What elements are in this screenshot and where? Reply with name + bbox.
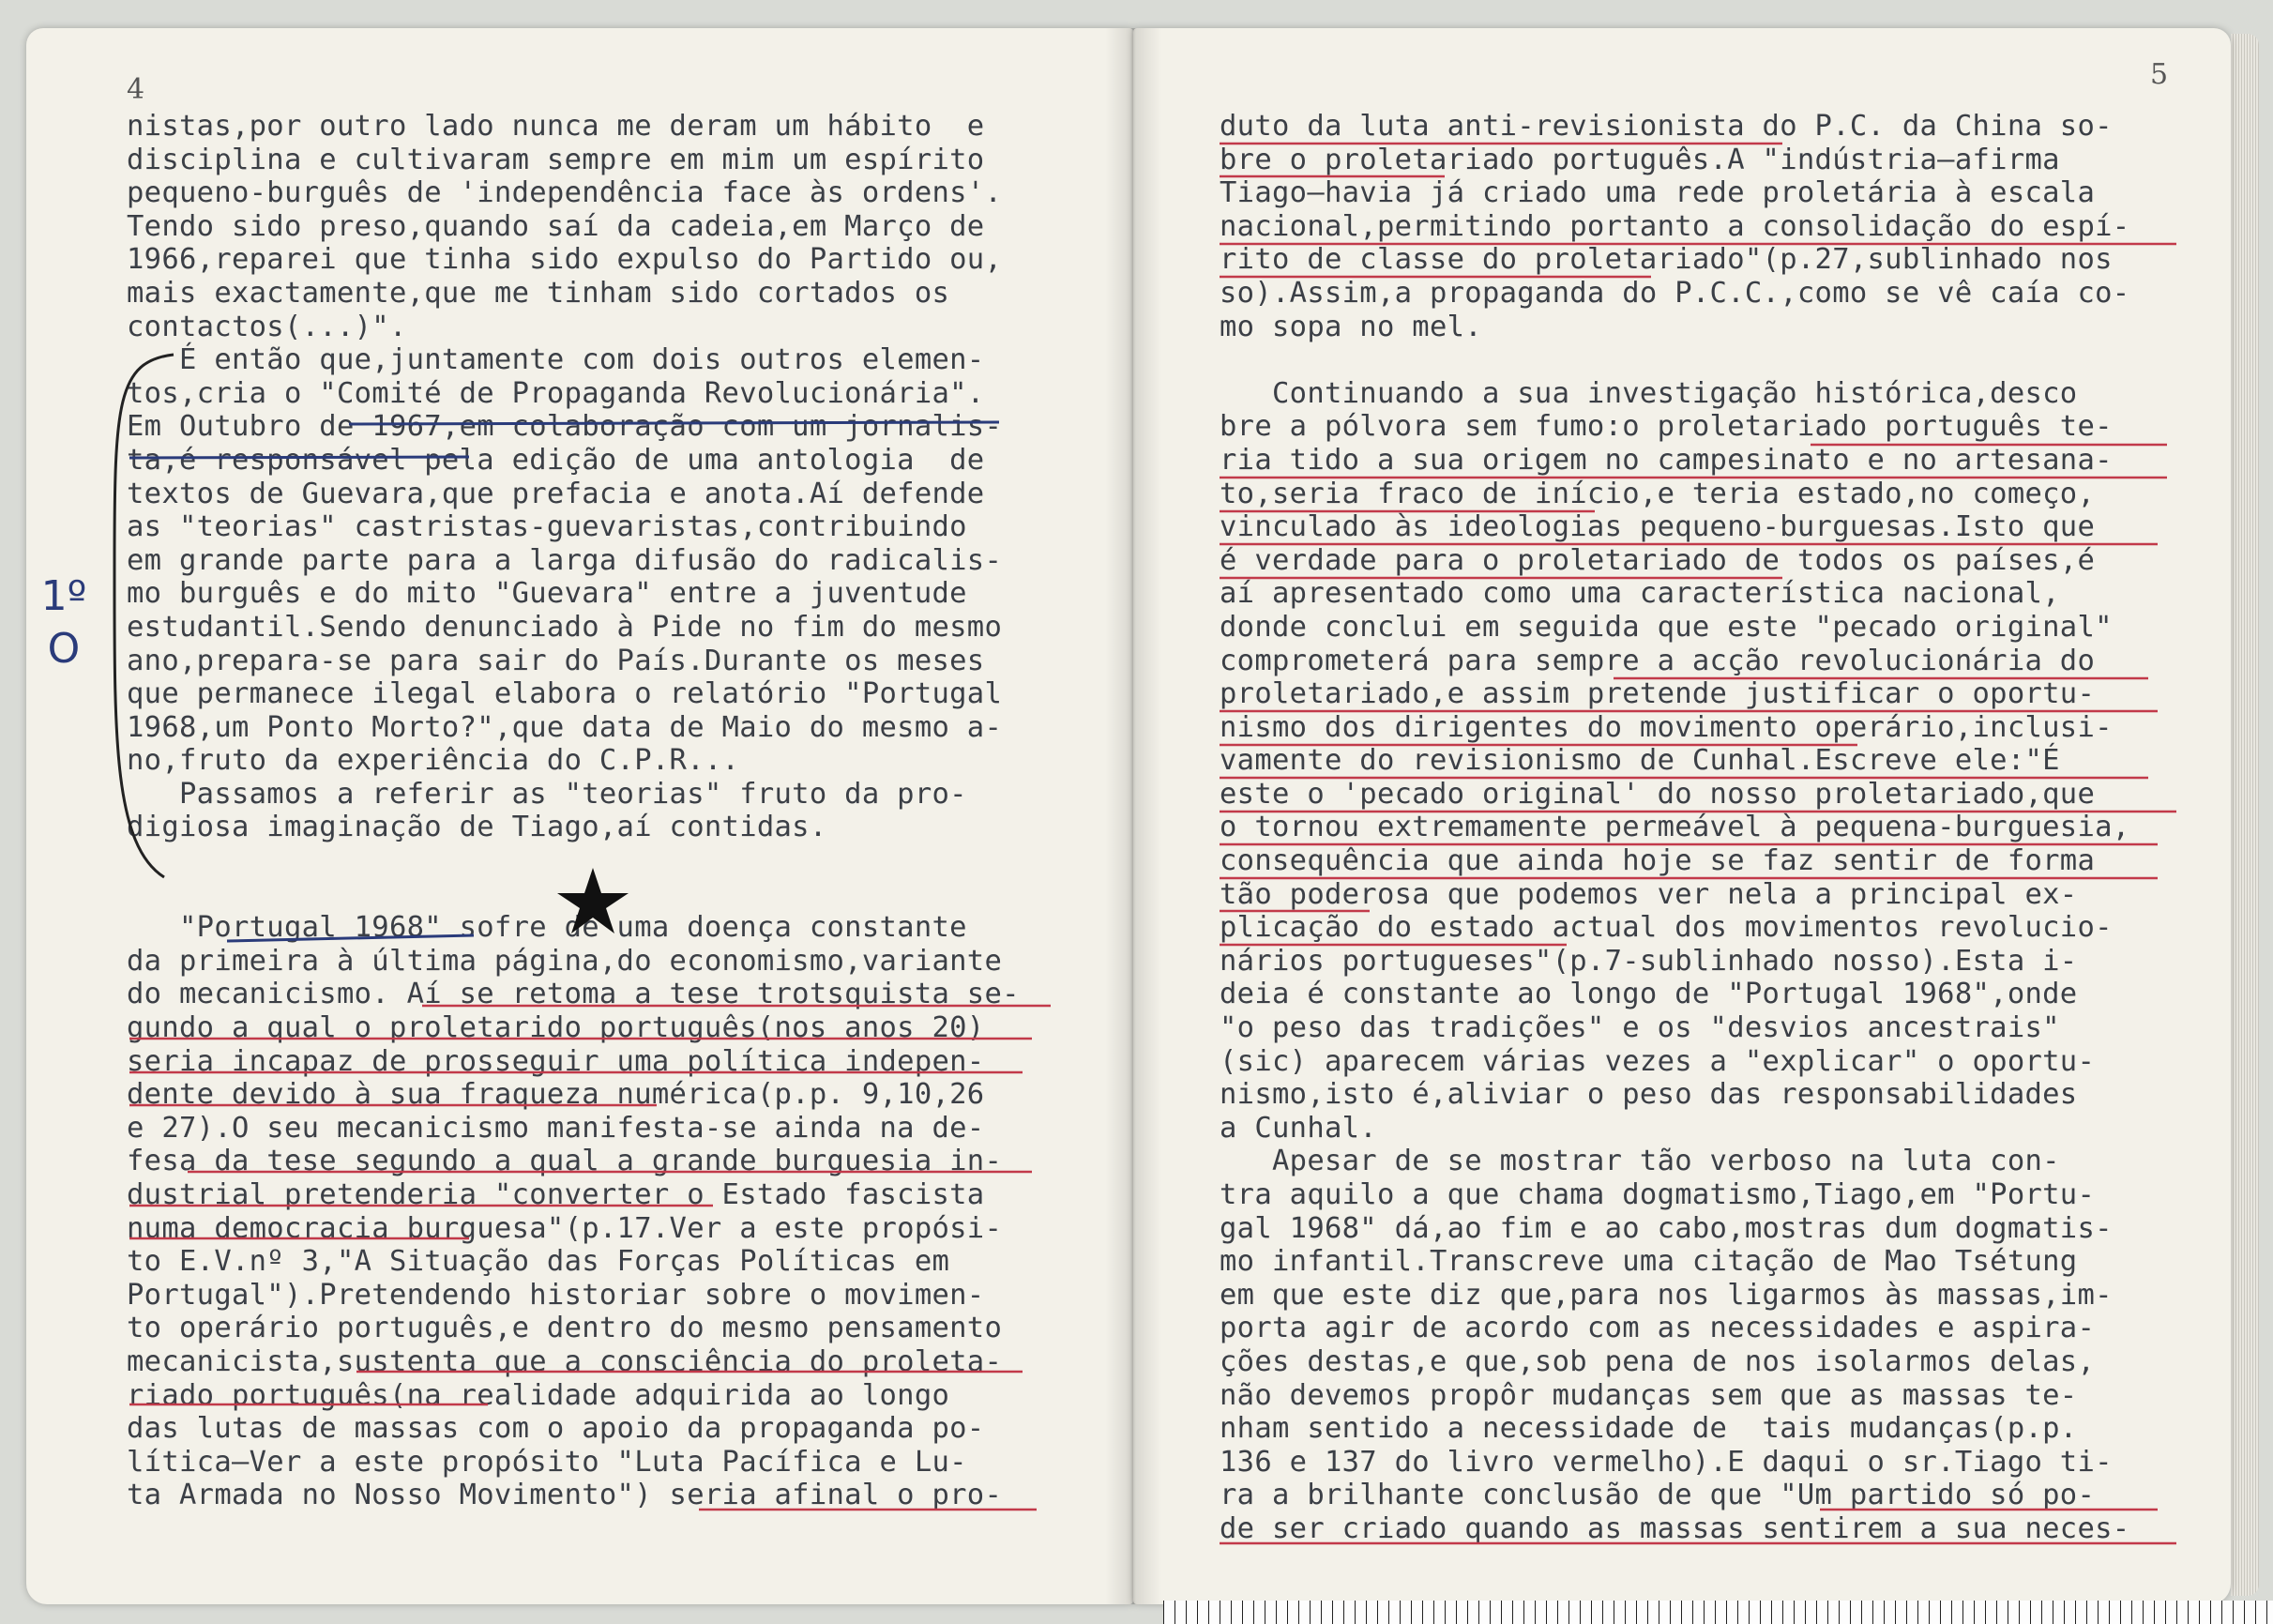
left-page-text: nistas,por outro lado nunca me deram um hábito e disciplina e cultivaram sempre em mim um espírito pequeno-burguês de 'independência face às ordens'. Tendo sido preso,quando saí da cadeia,em Março de 1966,reparei que tinha sido expulso do Partido ou, mais exactamente,que me tinham sido cortados os contactos(...)". É então que,juntamente com dois outros elemen- tos,cria o "Comité de Propaganda Revolucionária". Em Outubro de 1967,em colaboração com um jornalis- ta,é responsável pela edição de uma antologia de textos de Guevara,que prefacia e anota.Aí defende as "teorias" castristas-guevaristas,contribuindo em grande parte para a larga difusão do radicalis- mo burguês e do mito "Guevara" entre a juventude estudantil.Sendo denunciado à Pide no fim do mesmo ano,prepara-se para sair do País.Durante os meses que permanece ilegal elabora o relatório "Portugal 1968,um Ponto Morto?",que data de Maio do mesmo a- no,fruto da experiência do C.P.R... Passamos a referir as "teorias" fruto da pro- digiosa imaginação de Tiago,aí contidas. "Portugal 1968" sofre de uma doença constante da primeira à última página,do economismo,variante do mecanicismo. Aí se retoma a tese trotsquista se- gundo a qual o proletarido português(nos anos 20) seria incapaz de prosseguir uma política indepen- dente devido à sua fraqueza numérica(p.p. 9,10,26 e 27).O seu mecanicismo manifesta-se ainda na de- fesa da tese segundo a qual a grande burguesia in- dustrial pretenderia "converter o Estado fascista numa democracia burguesa"(p.17.Ver a este propósi- to E.V.nº 3,"A Situação das Forças Políticas em Portugal").Pretendendo historiar sobre o movimen- to operário português,e dentro do mesmo pensamento mecanicista,sustenta que a consciência do proleta- riado português(na realidade adquirida ao longo das lutas de massas com o apoio da propaganda po- lítica—Ver a este propósito "Luta Pacífica e Lu- ta Armada no Nosso Movimento") seria afinal o pro- (127, 110, 1020, 1512)
margin-note (36, 570, 92, 675)
blue-underline (349, 422, 999, 424)
star-mark (557, 868, 629, 933)
blue-underline (129, 457, 469, 458)
margin-bracket (114, 355, 174, 877)
margin-note-text: 1º O (40, 572, 87, 673)
right-page-number: 5 (2150, 58, 2169, 91)
scale-ruler (1163, 1601, 2273, 1624)
right-page-text: duto da luta anti-revisionista do P.C. da China so- bre o proletariado português.A "indústria—afirma Tiago—havia já criado uma rede proletária à escala nacional,permitindo portanto a consolidação do espí- rito de classe do proletariado"(p.27,sublinhado nos so).Assim,a propaganda do P.C.C.,como se vê caía co- mo sopa no mel. Continuando a sua investigação histórica,desco bre a pólvora sem fumo:o proletariado português te- ria tido a sua origem no campesinato e no artesana- to,seria fraco de início,e teria estado,no começo, vinculado às ideologias pequeno-burguesas.Isto que é verdade para o proletariado de todos os países,é aí apresentado como uma característica nacional, donde conclui em seguida que este "pecado original" comprometerá para sempre a acção revolucionária do proletariado,e assim pretende justificar o oportu- nismo dos dirigentes do movimento operário,inclusi- vamente do revisionismo de Cunhal.Escreve ele:"É este o 'pecado original' do nosso proletariado,que o tornou extremamente permeável à pequena-burguesia, consequência que ainda hoje se faz sentir de forma tão poderosa que podemos ver nela a principal ex- plicação do estado actual dos movimentos revolucio- nários portugueses"(p.7-sublinhado nosso).Esta i- deia é constante ao longo de "Portugal 1968",onde "o peso das tradições" e os "desvios ancestrais" (sic) aparecem várias vezes a "explicar" o oportu- nismo,isto é,aliviar o peso das responsabilidades a Cunhal. Apesar de se mostrar tão verboso na luta con- tra aquilo a que chama dogmatismo,Tiago,em "Portu- gal 1968" dá,ao fim e ao cabo,mostras dum dogmatis- mo infantil.Transcreve uma citação de Mao Tsétung em que este diz que,para nos ligarmos às massas,im- porta agir de acordo com as necessidades e aspira- ções destas,e que,sob pena de nos isolarmos delas, não devemos propôr mudanças sem que as massas te- nham sentido a necessidade de tais mudanças(p.p. 136 e 137 do livro vermelho).E daqui o sr.Tiago ti- ra a brilhante conclusão de que "Um partido só po- de ser criado quando as massas sentirem a sua neces- (1220, 110, 2130, 1545)
blue-underline (227, 935, 474, 941)
left-page-number: 4 (127, 73, 145, 106)
